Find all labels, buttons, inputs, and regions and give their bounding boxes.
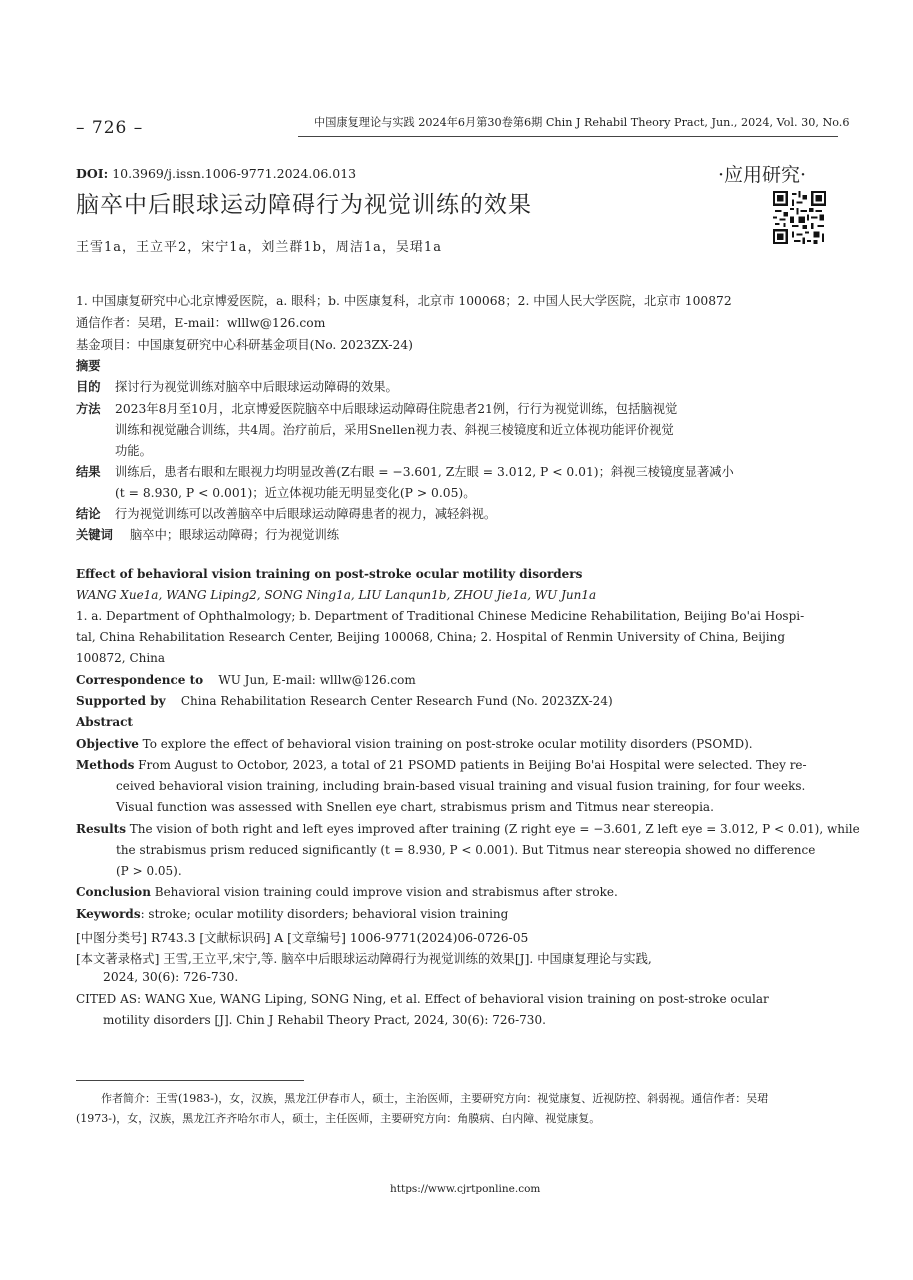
conclusion-cn: 行为视觉训练可以改善脑卒中后眼球运动障碍患者的视力，减轻斜视。 [115, 507, 497, 521]
affiliation-en-line: tal, China Rehabilitation Research Center, Beijing 100068, China; 2. Hospital of Renmin University of China, Beijing [76, 630, 786, 644]
results-en-line: The vision of both right and left eyes improved after training (Z right eye = −3.601, Z left eye = 3.012, P < 0.01), while [129, 822, 860, 836]
objective-cn: 探讨行为视觉训练对脑卒中后眼球运动障碍的效果。 [115, 380, 398, 394]
correspondence-cn: 通信作者：吴珺，E-mail：wlllw@126.com [76, 316, 326, 330]
methods-en [76, 758, 807, 772]
results-cn-line: 训练后，患者右眼和左眼视力均明显改善(Z右眼 = −3.601, Z左眼 = 3.012, P < 0.01)；斜视三棱镜度显著减小 [115, 465, 734, 479]
supported-value-en: China Rehabilitation Research Center Research Fund (No. 2023ZX-24) [180, 694, 613, 708]
header-rule [298, 136, 838, 137]
affiliation-cn: 1. 中国康复研究中心北京博爱医院，a. 眼科；b. 中医康复科，北京市 100068；2. 中国人民大学医院，北京市 100872 [76, 294, 732, 308]
conclusion-label-en: Conclusion [76, 885, 151, 899]
methods-cn-line: 功能。 [115, 444, 152, 458]
footer-url-link[interactable]: https://www.cjrtponline.com [390, 1183, 541, 1195]
methods-en-line: ceived behavioral vision training, including brain-based visual training and visual fusion training, for four weeks. [116, 779, 806, 793]
keywords-label-cn: 关键词 [76, 528, 113, 542]
doi-value[interactable]: 10.3969/j.issn.1006-9771.2024.06.013 [112, 166, 357, 181]
abstract-heading-en: Abstract [76, 715, 133, 729]
methods-cn-line: 训练和视觉融合训练，共4周。治疗前后，采用Snellen视力表、斜视三棱镜度和近立体视功能评价视觉 [115, 423, 674, 437]
objective-label-en: Objective [76, 737, 139, 751]
conclusion-label-cn: 结论 [76, 507, 101, 521]
supported-en [76, 694, 613, 708]
abstract-heading-cn: 摘要 [76, 359, 101, 373]
methods-label-en: Methods [76, 758, 135, 772]
correspondence-label-en: Correspondence to [76, 673, 204, 687]
conclusion-en [76, 885, 618, 899]
affiliation-en-line: 100872, China [76, 651, 166, 665]
footnote-line: (1973-)，女，汉族，黑龙江齐齐哈尔市人，硕士，主任医师，主要研究方向：角膜病、白内障、视觉康复。 [76, 1112, 601, 1125]
affiliation-en-line: 1. a. Department of Ophthalmology; b. Department of Traditional Chinese Medicine Rehabilitation, Beijing Bo'ai Hospi- [76, 609, 805, 623]
conclusion-text-en: Behavioral vision training could improve vision and strabismus after stroke. [154, 885, 618, 899]
classification-line: [中图分类号] R743.3 [文献标识码] A [文章编号] 1006-9771(2024)06-0726-05 [76, 931, 529, 945]
results-en [76, 822, 860, 836]
results-label-cn: 结果 [76, 465, 101, 479]
results-en-line: the strabismus prism reduced significantly (t = 8.930, P < 0.001). But Titmus near stereopia showed no difference [116, 843, 816, 857]
methods-cn-line: 2023年8月至10月，北京博爱医院脑卒中后眼球运动障碍住院患者21例，行行为视觉训练，包括脑视觉 [115, 402, 678, 416]
article-title-cn: 脑卒中后眼球运动障碍行为视觉训练的效果 [76, 192, 532, 218]
results-cn-line: (t = 8.930, P < 0.001)；近立体视功能无明显变化(P > 0.05)。 [115, 486, 476, 500]
fund-cn: 基金项目：中国康复研究中心科研基金项目(No. 2023ZX-24) [76, 338, 413, 352]
keywords-cn: 脑卒中；眼球运动障碍；行为视觉训练 [130, 528, 340, 542]
page-number: – 726 – [76, 118, 144, 138]
supported-label-en: Supported by [76, 694, 166, 708]
cited-as-line: motility disorders [J]. Chin J Rehabil Theory Pract, 2024, 30(6): 726-730. [103, 1013, 546, 1027]
results-label-en: Results [76, 822, 126, 836]
citation-cn-line: 2024, 30(6): 726-730. [103, 970, 239, 984]
authors-en: WANG Xue1a, WANG Liping2, SONG Ning1a, LIU Lanqun1b, ZHOU Jie1a, WU Jun1a [76, 588, 597, 602]
authors-cn: 王雪1a，王立平2，宋宁1a，刘兰群1b，周洁1a，吴珺1a [76, 240, 442, 255]
objective-label-cn: 目的 [76, 380, 101, 394]
footnote-rule [76, 1080, 304, 1081]
correspondence-value-en: WU Jun, E-mail: wlllw@126.com [218, 673, 416, 687]
objective-text-en: To explore the effect of behavioral vision training on post-stroke ocular motility disorders (PSOMD). [142, 737, 753, 751]
citation-cn-line: [本文著录格式] 王雪,王立平,宋宁,等. 脑卒中后眼球运动障碍行为视觉训练的效果[J]. 中国康复理论与实践, [76, 952, 652, 966]
methods-label-cn: 方法 [76, 402, 101, 416]
article-category: ·应用研究· [718, 164, 807, 186]
running-title: 中国康复理论与实践 2024年6月第30卷第6期 Chin J Rehabil Theory Pract, Jun., 2024, Vol. 30, No.6 [314, 116, 850, 129]
methods-en-line: Visual function was assessed with Snellen eye chart, strabismus prism and Titmus near stereopia. [116, 800, 714, 814]
keywords-en [76, 907, 508, 921]
footnote-line: 作者简介：王雪(1983-)，女，汉族，黑龙江伊春市人，硕士，主治医师，主要研究方向：视觉康复、近视防控、斜弱视。通信作者：吴珺 [101, 1092, 769, 1105]
methods-en-line: From August to Octobor, 2023, a total of 21 PSOMD patients in Beijing Bo'ai Hospital were selected. They re- [138, 758, 807, 772]
article-title-en: Effect of behavioral vision training on post-stroke ocular motility disorders [76, 567, 583, 581]
doi-label: DOI: [76, 166, 109, 181]
objective-en [76, 737, 753, 751]
cited-as-line: CITED AS: WANG Xue, WANG Liping, SONG Ning, et al. Effect of behavioral vision training on post-stroke ocular [76, 992, 769, 1006]
keywords-label-en: Keywords [76, 907, 141, 921]
correspondence-en [76, 673, 416, 687]
results-en-line: (P > 0.05). [116, 864, 182, 878]
doi-line [76, 166, 356, 181]
keywords-text-en: : stroke; ocular motility disorders; behavioral vision training [140, 907, 509, 921]
qr-code-icon [773, 191, 826, 244]
